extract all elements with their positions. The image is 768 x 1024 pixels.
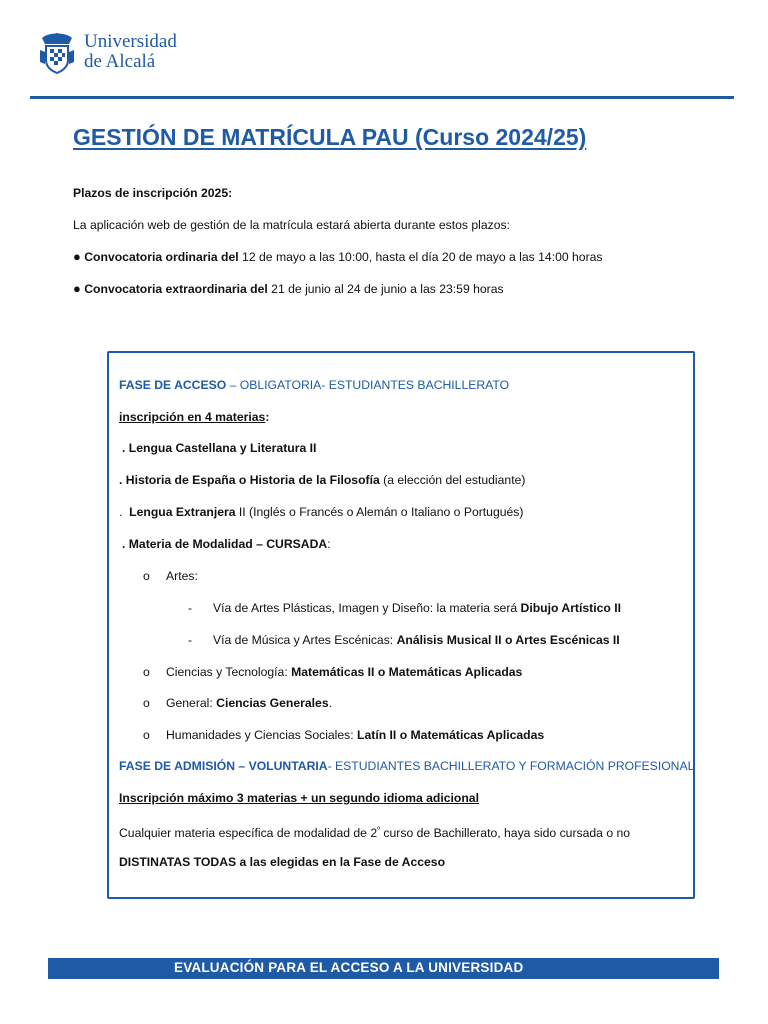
general-text: General:: [166, 696, 217, 710]
plazos-intro: La aplicación web de gestión de la matrícula estará abierta durante estos plazos:: [73, 218, 510, 232]
circle-bullet: o: [143, 728, 150, 742]
fase-admision-label: FASE DE ADMISIÓN – VOLUNTARIA: [119, 759, 328, 773]
page-title: GESTIÓN DE MATRÍCULA PAU (Curso 2024/25): [73, 124, 587, 150]
circle-bullet: o: [143, 569, 150, 583]
modalidad-text: . Materia de Modalidad – CURSADA: [122, 537, 328, 551]
fase-admision-rest: - ESTUDIANTES BACHILLERATO Y FORMACIÓN PROFESIONAL: [327, 759, 695, 773]
ordinaria-label: Convocatoria ordinaria del: [84, 250, 239, 264]
ordinaria-text: 12 de mayo a las 10:00, hasta el día 20 de mayo a las 14:00 horas: [238, 250, 603, 264]
materia-modalidad: [122, 536, 331, 552]
via-plasticas: [213, 600, 621, 616]
extranjera-dot: .: [119, 505, 123, 519]
bullet-icon: ●: [73, 281, 81, 296]
modalidad-colon: :: [327, 537, 331, 551]
cualquier-sup: º: [377, 825, 381, 834]
bullet-icon: ●: [73, 249, 81, 264]
musica-bold: Análisis Musical II o Artes Escénicas II: [396, 633, 620, 647]
option-artes: Artes:: [166, 569, 198, 583]
musica-text: Vía de Música y Artes Escénicas:: [213, 633, 397, 647]
cualquier-materia-text: [119, 822, 630, 841]
cualquier-pre: Cualquier materia específica de modalidad de 2: [119, 826, 378, 841]
plasticas-bold: Dibujo Artístico II: [520, 601, 621, 615]
ciencias-bold: Matemáticas II o Matemáticas Aplicadas: [291, 665, 523, 679]
materia-extranjera: [119, 504, 523, 520]
header-rule: [30, 96, 734, 99]
footer-banner: [48, 958, 719, 979]
acceso-sub-colon: :: [265, 410, 270, 424]
humanidades-text: Humanidades y Ciencias Sociales:: [166, 728, 358, 742]
cualquier-post: curso de Bachillerato, haya sido cursada o no: [380, 826, 631, 841]
convocatoria-extraordinaria: [73, 281, 504, 297]
convocatoria-ordinaria: [73, 249, 603, 265]
logo-line-2: de Alcalá: [84, 51, 156, 72]
plasticas-text: Vía de Artes Plásticas, Imagen y Diseño: la materia será: [213, 601, 521, 615]
footer-text: EVALUACIÓN PARA EL ACCESO A LA UNIVERSIDAD: [174, 960, 524, 975]
acceso-sub-text: inscripción en 4 materias: [119, 410, 266, 424]
ciencias-text: Ciencias y Tecnología:: [166, 665, 292, 679]
logo-line-1: Universidad: [84, 31, 177, 52]
dash-bullet: -: [188, 633, 193, 647]
via-musica: [213, 632, 620, 648]
distintas-text: DISTINATAS TODAS a las elegidas en la Fase de Acceso: [119, 855, 446, 869]
fase-admision-heading: [119, 758, 694, 774]
option-ciencias: [166, 664, 522, 680]
general-period: .: [328, 696, 332, 710]
university-shield-icon: [38, 30, 76, 74]
materia-historia: [119, 472, 525, 488]
extranjera-bold: Lengua Extranjera: [129, 505, 236, 519]
general-bold: Ciencias Generales: [216, 696, 329, 710]
fase-acceso-rest: – OBLIGATORIA- ESTUDIANTES BACHILLERATO: [226, 378, 510, 392]
historia-note: (a elección del estudiante): [379, 473, 526, 487]
dash-bullet: -: [188, 601, 193, 615]
option-humanidades: [166, 727, 544, 743]
fase-acceso-label: FASE DE ACCESO: [119, 378, 227, 392]
humanidades-bold: Latín II o Matemáticas Aplicadas: [357, 728, 545, 742]
option-general: [166, 695, 332, 711]
extra-label: Convocatoria extraordinaria del: [84, 282, 268, 296]
acceso-subheading: [119, 409, 269, 425]
extranjera-rest: II (Inglés o Francés o Alemán o Italiano o Portugués): [235, 505, 524, 519]
fase-acceso-heading: [119, 377, 509, 393]
university-name: [84, 32, 177, 72]
extra-text: 21 de junio al 24 de junio a las 23:59 horas: [267, 282, 504, 296]
plazos-heading: Plazos de inscripción 2025:: [73, 186, 233, 200]
admision-subheading: Inscripción máximo 3 materias + un segundo idioma adicional: [119, 791, 479, 805]
materia-lengua: . Lengua Castellana y Literatura II: [122, 441, 317, 455]
info-box: [107, 351, 695, 899]
circle-bullet: o: [143, 696, 150, 710]
university-logo: [38, 30, 177, 74]
circle-bullet: o: [143, 665, 150, 679]
historia-text: . Historia de España o Historia de la Filosofía: [119, 473, 380, 487]
